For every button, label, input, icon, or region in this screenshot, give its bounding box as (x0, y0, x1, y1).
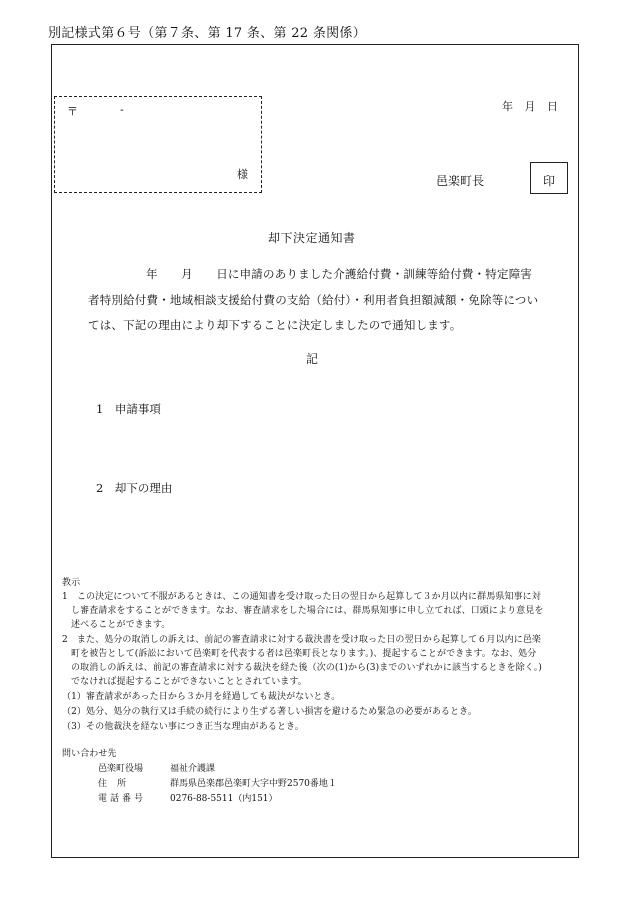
form-number: 別記様式第６号（第７条、第 17 条、第 22 条関係） (48, 26, 367, 41)
contact-address-label: 住所 (98, 779, 137, 789)
address-box (54, 96, 262, 193)
document-title: 却下決定通知書 (268, 231, 356, 245)
note-line: 2 また、処分の取消しの訴えは、前記の審査請求に対する裁決書を受け取った日の翌日から起算して６月以内に邑楽 (62, 635, 542, 645)
note-line: でなければ提起することができないこととされています。 (71, 677, 307, 687)
recipient-honorific: 様 (237, 168, 248, 181)
seal-mark: 印 (542, 174, 555, 188)
notes-title: 教示 (62, 578, 81, 588)
body-text-line: 年 月 日に申請のありました介護給付費・訓練等給付費・特定障害 (146, 267, 533, 281)
contact-phone-value: 0276-88-5511（内151） (170, 794, 278, 804)
seal-box (530, 162, 568, 194)
note-line: し審査請求をすることができます。なお、審査請求をした場合には、群馬県知事に申し立てれば、口頭により意見を (71, 606, 544, 616)
postal-code-dash: - (120, 103, 124, 116)
issue-date: 年 月 日 (502, 100, 558, 113)
contact-title: 問い合わせ先 (62, 749, 117, 759)
contact-phone-label: 電話番号 (98, 794, 147, 804)
postal-mark: 〒 (67, 105, 78, 118)
note-line: 述べることができます。 (71, 620, 171, 630)
note-line: 町を被告として(訴訟において邑楽町を代表する者は邑楽町長となります。)、提起することができます。なお、処分 (71, 649, 537, 659)
note-line: 1 この決定について不服があるときは、この通知書を受け取った日の翌日から起算して３か月以内に群馬県知事に対 (62, 592, 541, 602)
contact-office-label: 邑楽町役場 (98, 764, 144, 774)
body-text-line: 者特別給付費・地域相談支援給付費の支給（給付）・利用者負担額減額・免除等につい (88, 293, 539, 307)
issuer-title: 邑楽町長 (436, 174, 485, 188)
contact-address-value: 群馬県邑楽郡邑楽町大字中野2570番地１ (170, 779, 337, 789)
item-rejection-reason: 2 却下の理由 (96, 481, 173, 495)
note-subitem: （3）その他裁決を経ない事につき正当な理由があるとき。 (62, 722, 304, 732)
note-subitem: （2）処分、処分の執行又は手続の続行により生ずる著しい損害を避けるため緊急の必要があるとき。 (62, 707, 477, 717)
body-text-line: ては、下記の理由により却下することに決定しましたので通知します。 (88, 318, 462, 332)
ki-heading: 記 (306, 352, 319, 366)
contact-office-value: 福祉介護課 (170, 764, 216, 774)
note-subitem: （1）審査請求があった日から３か月を経過しても裁決がないとき。 (62, 692, 341, 702)
note-line: の取消しの訴えは、前記の審査請求に対する裁決を経た後（次の(1)から(3)までのいずれかに該当するときを除く。) (71, 663, 542, 673)
item-application-matter: 1 申請事項 (96, 402, 161, 416)
